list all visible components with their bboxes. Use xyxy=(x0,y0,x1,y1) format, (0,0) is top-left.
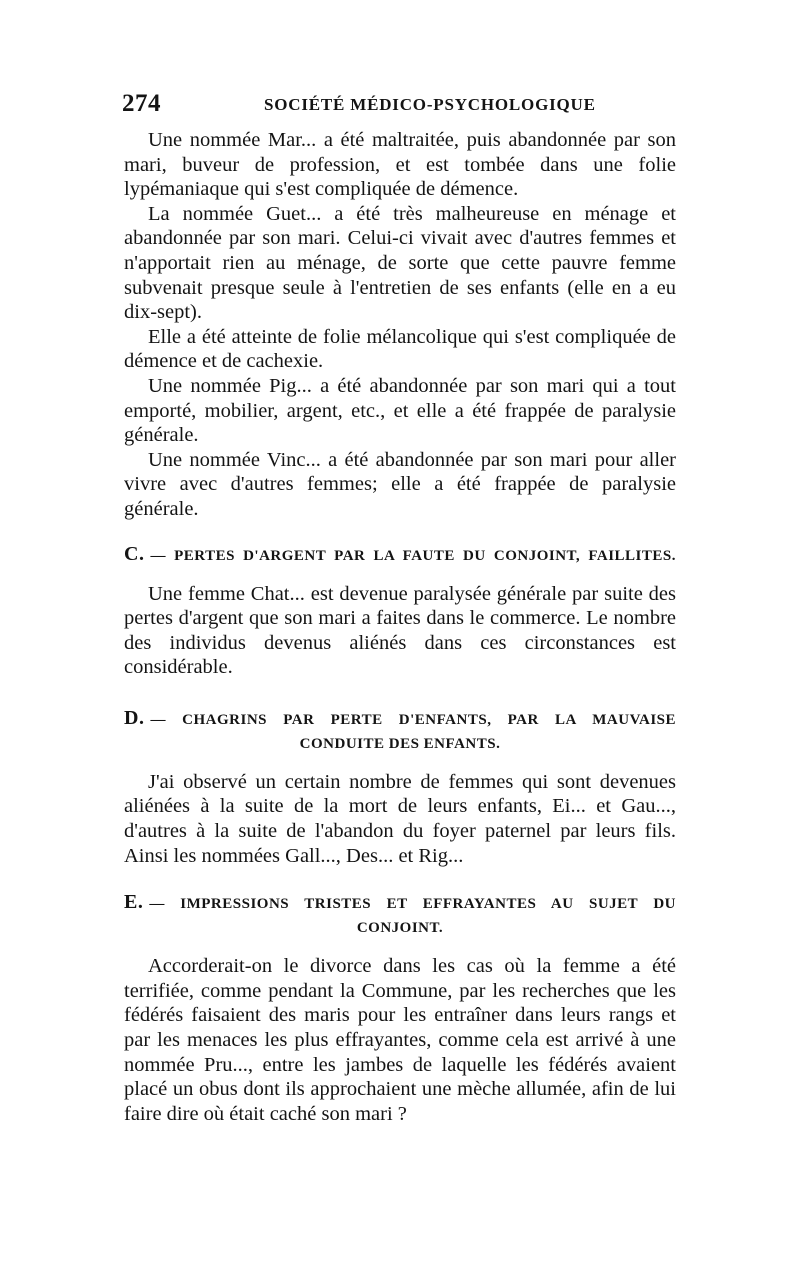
paragraph-vinc: Une nommée Vinc... a été abandonnée par son mari pour aller vivre avec d'autres femmes; elle a été frappée de paralysie générale. xyxy=(124,448,676,520)
page-header xyxy=(122,90,678,120)
page-body xyxy=(124,128,676,1126)
section-e-title-line1 xyxy=(124,890,676,916)
section-e-title-text: — IMPRESSIONS TRISTES ET EFFRAYANTES AU SUJET DU xyxy=(149,896,676,913)
paragraph-elle: Elle a été atteinte de folie mélancolique qui s'est compliquée de démence et de cachexie. xyxy=(124,325,676,373)
section-d-title-line1 xyxy=(124,706,676,732)
section-e-text: Accorderait-on le divorce dans les cas où la femme a été terrifiée, comme pendant la Commune, par les recherches que les fédérés faisaient des maris pour les entraîner dans leurs rangs et par les menaces les plus effrayantes, comme cela est arrivé à une nommée Pru..., entre les jambes de laquelle les fédérés avaient placé un obus dont ils approchaient une mèche allumée, afin de lui faire dire où était caché son mari ? xyxy=(124,955,676,1125)
paragraph-mar: Une nommée Mar... a été maltraitée, puis abandonnée par son mari, buveur de profession, et est tombée dans une folie lypémaniaque qui s'est compliquée de démence. xyxy=(124,129,676,201)
section-d-title-line2: CONDUITE DES ENFANTS. xyxy=(299,735,501,752)
running-head: SOCIÉTÉ MÉDICO-PSYCHOLOGIQUE xyxy=(264,95,596,114)
section-d-text: J'ai observé un certain nombre de femmes qui sont devenues aliénées à la suite de la mort de leurs enfants, Ei... et Gau..., d'autres à la suite de l'abandon du foyer paternel par leurs fils. Ainsi les nommées Gall..., Des... et Rig... xyxy=(124,770,676,867)
section-c-mark: C. xyxy=(124,542,145,565)
section-e-heading xyxy=(124,890,676,940)
paragraph-guet: La nommée Guet... a été très malheureuse en ménage et abandonnée par son mari. Celui-ci vivait avec d'autres femmes et n'apportait rien au ménage, de sorte que cette pauvre femme subvenait presque seule à l'entretien de ses enfants (elle en a eu dix-sept). xyxy=(124,202,676,324)
section-c-text: Une femme Chat... est devenue paralysée générale par suite des pertes d'argent que son mari a faites dans le commerce. Le nombre des individus devenus aliénés dans ces circonstances est considérable. xyxy=(124,582,676,679)
page-number: 274 xyxy=(122,90,161,117)
section-e-mark: E. xyxy=(124,891,144,914)
section-d-heading xyxy=(124,706,676,756)
paragraph-pig: Une nommée Pig... a été abandonnée par son mari qui a tout emporté, mobilier, argent, etc., et elle a été frappée de paralysie générale. xyxy=(124,374,676,447)
section-e-title-line2: CONJOINT. xyxy=(356,920,444,937)
section-c-title: — PERTES D'ARGENT PAR LA FAUTE DU CONJOINT, FAILLITES. xyxy=(150,547,676,564)
section-d-mark: D. xyxy=(124,706,145,729)
section-c-heading xyxy=(124,542,676,568)
section-d-title-text: — CHAGRINS PAR PERTE D'ENFANTS, PAR LA MAUVAISE xyxy=(150,711,676,728)
